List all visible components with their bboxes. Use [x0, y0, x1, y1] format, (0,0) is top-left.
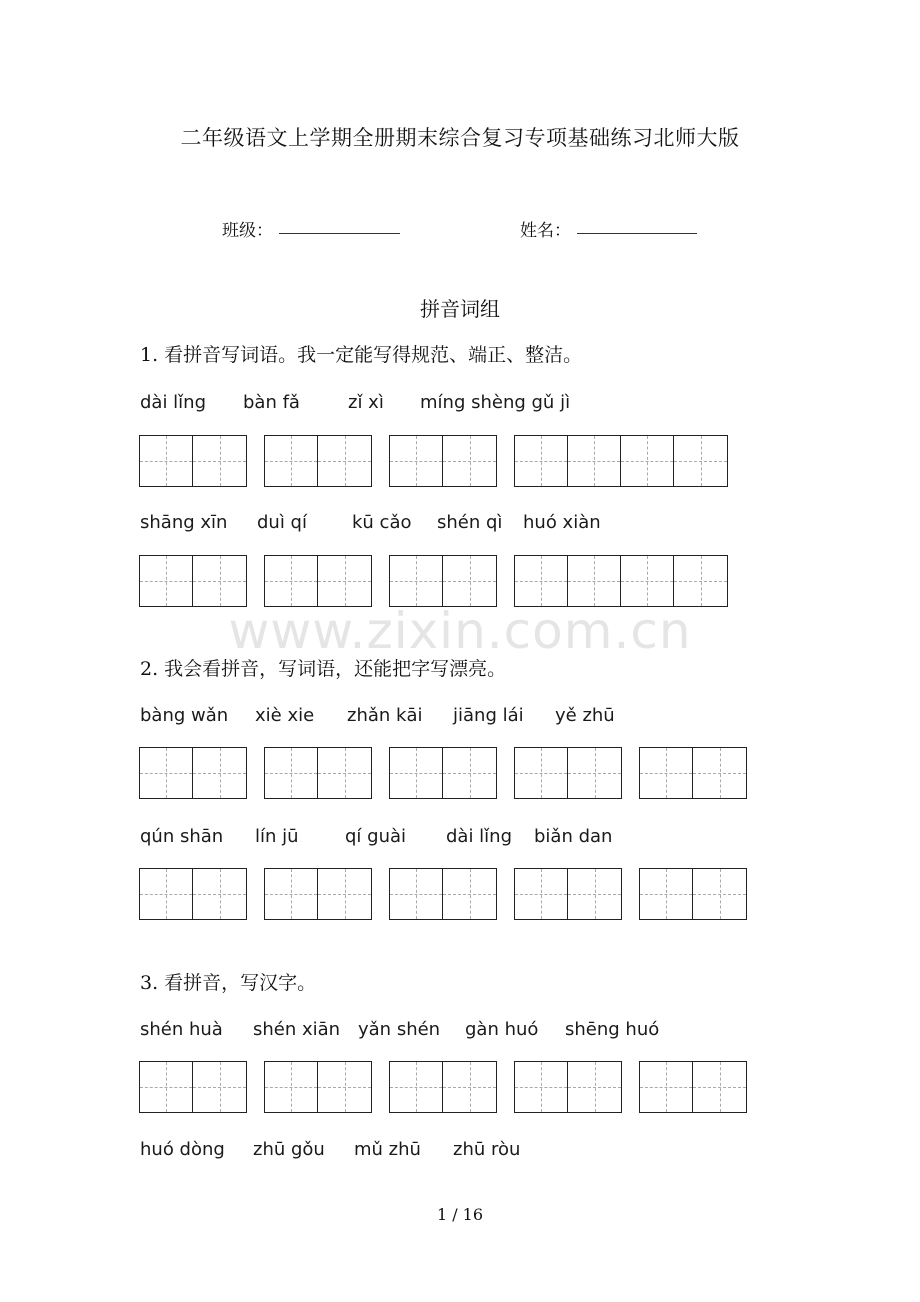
pinyin-word: shén huà — [140, 1019, 223, 1040]
page-number: 1 / 16 — [436, 1205, 484, 1224]
document-title: 二年级语文上学期全册期末综合复习专项基础练习北师大版 — [180, 126, 740, 150]
pinyin-word: zǐ xì — [348, 392, 384, 413]
pinyin-word: shén qì — [437, 512, 503, 533]
pinyin-word: xiè xie — [255, 705, 315, 726]
pinyin-word: huó xiàn — [523, 512, 601, 533]
writing-grid[interactable] — [264, 555, 372, 607]
pinyin-word: bàn fǎ — [243, 392, 300, 413]
writing-grid[interactable] — [514, 1061, 622, 1113]
writing-grid[interactable] — [389, 555, 497, 607]
pinyin-word: gàn huó — [465, 1019, 539, 1040]
question-2-title: 2. 我会看拼音，写词语，还能把字写漂亮。 — [140, 658, 507, 680]
writing-grid[interactable] — [139, 1061, 247, 1113]
question-1-title: 1. 看拼音写词语。我一定能写得规范、端正、整洁。 — [140, 344, 583, 366]
writing-grid[interactable] — [264, 747, 372, 799]
writing-grid[interactable] — [139, 435, 247, 487]
pinyin-word: jiāng lái — [453, 705, 524, 726]
writing-grid[interactable] — [514, 868, 622, 920]
writing-grid[interactable] — [639, 1061, 747, 1113]
pinyin-word: lín jū — [255, 826, 299, 847]
pinyin-word: biǎn dan — [534, 826, 613, 847]
name-label: 姓名： — [520, 221, 571, 241]
pinyin-word: dài lǐng — [140, 392, 207, 413]
writing-grid[interactable] — [389, 747, 497, 799]
class-label: 班级： — [222, 221, 273, 241]
pinyin-word: zhǎn kāi — [347, 705, 423, 726]
writing-grid[interactable] — [264, 868, 372, 920]
writing-grid[interactable] — [389, 435, 497, 487]
writing-grid[interactable] — [514, 747, 622, 799]
writing-grid[interactable] — [139, 555, 247, 607]
pinyin-word: kū cǎo — [352, 512, 412, 533]
writing-grid[interactable] — [389, 1061, 497, 1113]
name-blank-line[interactable] — [577, 233, 697, 234]
pinyin-word: míng shèng gǔ jì — [420, 392, 571, 413]
class-blank-line[interactable] — [279, 233, 400, 234]
pinyin-word: qí guài — [345, 826, 407, 847]
pinyin-word: shén xiān — [253, 1019, 341, 1040]
watermark: www.zixin.com.cn — [228, 602, 692, 660]
pinyin-word: bàng wǎn — [140, 705, 229, 726]
writing-grid[interactable] — [264, 435, 372, 487]
writing-grid[interactable] — [264, 1061, 372, 1113]
pinyin-word: qún shān — [140, 826, 224, 847]
writing-grid[interactable] — [139, 868, 247, 920]
writing-grid[interactable] — [639, 868, 747, 920]
writing-grid[interactable] — [389, 868, 497, 920]
pinyin-word: duì qí — [257, 512, 307, 533]
pinyin-word: yě zhū — [555, 705, 615, 726]
pinyin-word: shēng huó — [565, 1019, 660, 1040]
pinyin-word: dài lǐng — [446, 826, 513, 847]
pinyin-word: shāng xīn — [140, 512, 228, 533]
pinyin-word: yǎn shén — [358, 1019, 441, 1040]
writing-grid[interactable] — [514, 555, 728, 607]
section-title: 拼音词组 — [420, 297, 500, 321]
pinyin-word: zhū ròu — [453, 1139, 521, 1160]
writing-grid[interactable] — [514, 435, 728, 487]
pinyin-word: huó dòng — [140, 1139, 225, 1160]
pinyin-word: zhū gǒu — [253, 1139, 325, 1160]
writing-grid[interactable] — [639, 747, 747, 799]
writing-grid[interactable] — [139, 747, 247, 799]
question-3-title: 3. 看拼音，写汉字。 — [140, 972, 317, 994]
pinyin-word: mǔ zhū — [354, 1139, 421, 1160]
